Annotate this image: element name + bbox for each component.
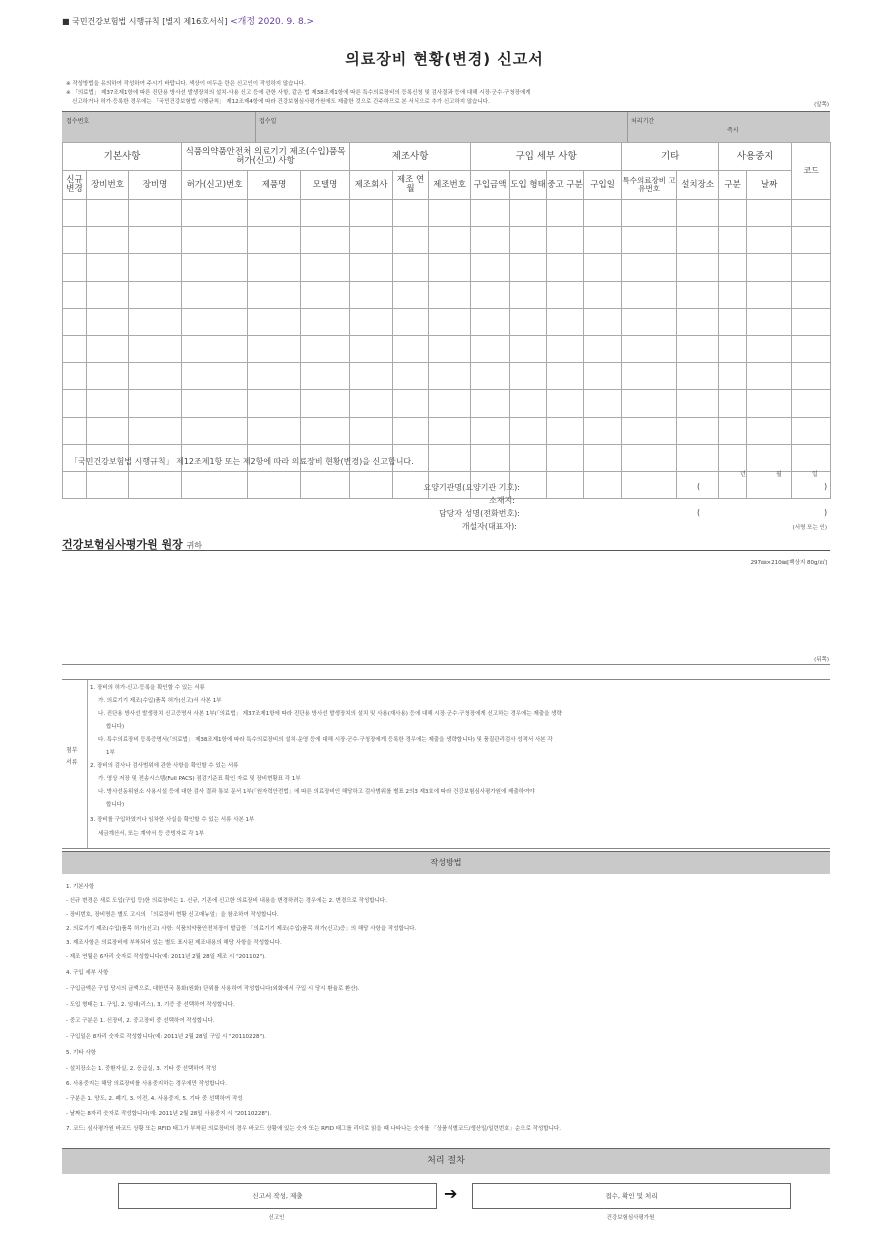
paper-spec: 297㎜×210㎜[백상지 80g/㎡] (750, 560, 827, 566)
entry-cell[interactable] (182, 308, 248, 335)
recipient-suffix: 귀하 (186, 541, 203, 550)
col-purchase-amount: 구입금액 (471, 171, 510, 200)
entry-cell[interactable] (677, 281, 719, 308)
entry-cell[interactable] (792, 417, 831, 444)
entry-cell[interactable] (719, 444, 747, 471)
entry-cell[interactable] (584, 363, 622, 390)
entry-cell[interactable] (584, 281, 622, 308)
entry-cell[interactable] (677, 363, 719, 390)
instruction-line: - 날짜는 8자리 숫자로 작성합니다(예: 2011년 2월 28일 사용중지 시 "20110228"). (66, 1111, 272, 1117)
entry-cell[interactable] (471, 335, 510, 362)
entry-cell[interactable] (393, 227, 429, 254)
entry-cell[interactable] (182, 281, 248, 308)
recipient-name: 건강보험심사평가원 원장 (62, 538, 183, 551)
entry-cell[interactable] (510, 335, 547, 362)
entry-cell[interactable] (63, 281, 87, 308)
entry-cell[interactable] (747, 308, 792, 335)
attachment-line: 합니다) (106, 802, 125, 808)
entry-cell[interactable] (747, 200, 792, 227)
entry-cell[interactable] (248, 363, 301, 390)
processing-period-value: 즉시 (727, 127, 739, 134)
entry-cell[interactable] (63, 471, 87, 498)
entry-cell[interactable] (622, 227, 677, 254)
entry-cell[interactable] (747, 363, 792, 390)
entry-cell[interactable] (747, 335, 792, 362)
entry-cell[interactable] (510, 227, 547, 254)
manager-paren-close: ) (824, 508, 828, 517)
group-discontinue: 사용중지 (719, 143, 792, 171)
entry-cell[interactable] (248, 200, 301, 227)
front-divider (62, 550, 830, 551)
entry-cell[interactable] (677, 227, 719, 254)
instruction-line: - 장비번호, 장비명은 별도 고시의 「의료장비 현황 신고매뉴얼」을 참조하여 작성합니다. (66, 912, 279, 918)
col-manufacture-year: 제조 연월 (393, 171, 429, 200)
entry-cell[interactable] (429, 281, 471, 308)
entry-cell[interactable] (547, 471, 584, 498)
entry-cell[interactable] (677, 417, 719, 444)
equipment-row (63, 254, 831, 281)
entry-cell[interactable] (622, 417, 677, 444)
equipment-row (63, 227, 831, 254)
entry-cell[interactable] (471, 390, 510, 417)
entry-cell[interactable] (87, 308, 129, 335)
entry-cell[interactable] (350, 417, 393, 444)
entry-cell[interactable] (719, 281, 747, 308)
entry-cell[interactable] (63, 227, 87, 254)
entry-cell[interactable] (471, 200, 510, 227)
entry-cell[interactable] (719, 254, 747, 281)
col-serial-no: 제조번호 (429, 171, 471, 200)
entry-cell[interactable] (547, 335, 584, 362)
entry-cell[interactable] (547, 254, 584, 281)
entry-cell[interactable] (719, 227, 747, 254)
equipment-row (63, 308, 831, 335)
entry-cell[interactable] (350, 200, 393, 227)
entry-cell[interactable] (248, 390, 301, 417)
front-side-label: (앞쪽) (814, 102, 829, 108)
entry-cell[interactable] (350, 281, 393, 308)
year-label: 년 (740, 471, 746, 478)
day-label: 일 (812, 471, 818, 478)
entry-cell[interactable] (393, 308, 429, 335)
entry-cell[interactable] (677, 390, 719, 417)
attachment-line: 나. 진단용 방사선 발생장치 신고증명서 사본 1부(「의료법」 제37조제1항에 따라 진단용 방사선 발생장치의 설치 및 사용(재사용) 등에 대해 시장·군수·구청장에게 신고하는 경우에는 제출을 생략 (98, 711, 562, 717)
entry-cell[interactable] (677, 308, 719, 335)
address-label: 소재지: (489, 496, 515, 505)
entry-cell[interactable] (182, 227, 248, 254)
instruction-line: - 제조 연월은 6자리 숫자로 작성합니다(예: 2011년 2월 28일 제조 시 "201102"). (66, 954, 267, 960)
entry-cell[interactable] (129, 200, 182, 227)
entry-cell[interactable] (350, 254, 393, 281)
entry-cell[interactable] (747, 227, 792, 254)
entry-cell[interactable] (182, 335, 248, 362)
entry-cell[interactable] (87, 200, 129, 227)
entry-cell[interactable] (63, 417, 87, 444)
entry-cell[interactable] (677, 444, 719, 471)
entry-cell[interactable] (719, 390, 747, 417)
entry-cell[interactable] (547, 417, 584, 444)
group-purchase: 구입 세부 사항 (471, 143, 622, 171)
note-3: 신고하거나 허가·등록한 경우에는 「국민건강보험법 시행규칙」 제12조제4항에 따라 건강보험심사평가원에도 제출한 것으로 간주하므로 본 서식으로 추가 신고하지 않습니다. (72, 99, 490, 105)
entry-cell[interactable] (547, 444, 584, 471)
entry-cell[interactable] (792, 390, 831, 417)
equipment-row (63, 200, 831, 227)
entry-cell[interactable] (429, 308, 471, 335)
entry-cell[interactable] (87, 363, 129, 390)
back-top-divider (62, 664, 830, 665)
entry-cell[interactable] (719, 417, 747, 444)
entry-cell[interactable] (584, 254, 622, 281)
entry-cell[interactable] (584, 200, 622, 227)
entry-cell[interactable] (301, 363, 350, 390)
entry-cell[interactable] (393, 200, 429, 227)
col-location: 설치장소 (677, 171, 719, 200)
entry-cell[interactable] (471, 308, 510, 335)
entry-cell[interactable] (584, 471, 622, 498)
col-discontinue-type: 구분 (719, 171, 747, 200)
col-used-type: 중고 구분 (547, 171, 584, 200)
entry-cell[interactable] (719, 308, 747, 335)
entry-cell[interactable] (429, 335, 471, 362)
col-model-name: 모델명 (301, 171, 350, 200)
instruction-line: 5. 기타 사항 (66, 1050, 96, 1056)
regulation-reference: ■ 국민건강보험법 시행규칙 [별지 제16호서식] (62, 17, 228, 26)
attachment-line: 1부 (106, 750, 115, 756)
entry-cell[interactable] (677, 335, 719, 362)
entry-cell[interactable] (747, 417, 792, 444)
equipment-row (63, 363, 831, 390)
entry-cell[interactable] (429, 417, 471, 444)
procedure-actor-hira: 건강보험심사평가원 (606, 1215, 655, 1221)
month-label: 월 (776, 471, 782, 478)
entry-cell[interactable] (129, 471, 182, 498)
attachment-line: 세금계산서, 또는 계약서 등 증빙자료 각 1부 (98, 831, 205, 837)
procedure-step-submit: 신고서 작성, 제출 (118, 1183, 437, 1209)
entry-cell[interactable] (248, 308, 301, 335)
entry-cell[interactable] (129, 417, 182, 444)
entry-cell[interactable] (747, 254, 792, 281)
entry-cell[interactable] (584, 308, 622, 335)
entry-cell[interactable] (792, 363, 831, 390)
entry-cell[interactable] (248, 417, 301, 444)
instruction-line: - 구입금액은 구입 당시의 금액으로, 대한민국 통화(원화) 단위를 사용하여 작성합니다(외화에서 구입 시 당시 환율로 환산). (66, 986, 360, 992)
entry-cell[interactable] (87, 471, 129, 498)
institution-paren-open: ( (697, 482, 701, 491)
instructions-title: 작성방법 (62, 851, 830, 874)
procedure-actor-applicant: 신고인 (268, 1215, 285, 1221)
entry-cell[interactable] (182, 417, 248, 444)
procedure-title: 처리 절차 (62, 1148, 830, 1174)
entry-cell[interactable] (547, 390, 584, 417)
group-other: 기타 (622, 143, 719, 171)
entry-cell[interactable] (182, 390, 248, 417)
entry-cell[interactable] (510, 417, 547, 444)
instruction-line: 3. 제조사항은 의료장비에 부착되어 있는 별도 표시된 제조내용의 해당 사항을 작성합니다. (66, 940, 282, 946)
entry-cell[interactable] (182, 363, 248, 390)
entry-cell[interactable] (248, 227, 301, 254)
col-equip-no: 장비번호 (87, 171, 129, 200)
instruction-line: 1. 기본사항 (66, 884, 95, 890)
seal-note: (서명 또는 인) (792, 525, 827, 531)
group-code: 코드 (792, 143, 831, 200)
entry-cell[interactable] (248, 254, 301, 281)
attachment-line: 합니다) (106, 724, 125, 730)
entry-cell[interactable] (429, 444, 471, 471)
manager-paren-open: ( (697, 508, 701, 517)
entry-cell[interactable] (63, 390, 87, 417)
attachments-label-2: 서류 (66, 759, 78, 766)
entry-cell[interactable] (429, 363, 471, 390)
instruction-line: 6. 사용중지는 해당 의료장비를 사용중지하는 경우에만 작성합니다. (66, 1081, 227, 1087)
entry-cell[interactable] (350, 363, 393, 390)
entry-cell[interactable] (792, 281, 831, 308)
col-intro-type: 도입 형태 (510, 171, 547, 200)
entry-cell[interactable] (510, 254, 547, 281)
entry-cell[interactable] (547, 227, 584, 254)
arrow-right-icon: ➔ (444, 1184, 458, 1203)
back-side-label: (뒤쪽) (814, 657, 829, 663)
entry-cell[interactable] (719, 335, 747, 362)
entry-cell[interactable] (301, 254, 350, 281)
entry-cell[interactable] (129, 281, 182, 308)
entry-cell[interactable] (182, 200, 248, 227)
entry-cell[interactable] (584, 417, 622, 444)
entry-cell[interactable] (622, 308, 677, 335)
entry-cell[interactable] (63, 363, 87, 390)
entry-cell[interactable] (429, 390, 471, 417)
attachment-line: 2. 장비의 검사나 검사범위에 관한 사항을 확인할 수 있는 서류 (90, 763, 239, 769)
instruction-line: - 도입 형태는 1. 구입, 2. 임대(리스), 3. 기증 중 선택하여 작성합니다. (66, 1002, 235, 1008)
entry-cell[interactable] (350, 335, 393, 362)
entry-cell[interactable] (63, 308, 87, 335)
entry-cell[interactable] (719, 200, 747, 227)
entry-cell[interactable] (393, 335, 429, 362)
entry-cell[interactable] (129, 308, 182, 335)
entry-cell[interactable] (471, 227, 510, 254)
entry-cell[interactable] (510, 444, 547, 471)
institution-paren-close: ) (824, 482, 828, 491)
equipment-row (63, 390, 831, 417)
entry-cell[interactable] (301, 390, 350, 417)
entry-cell[interactable] (584, 335, 622, 362)
entry-cell[interactable] (87, 227, 129, 254)
entry-cell[interactable] (301, 200, 350, 227)
entry-cell[interactable] (747, 281, 792, 308)
entry-cell[interactable] (301, 281, 350, 308)
receipt-number-label: 접수번호 (66, 118, 90, 125)
group-basic: 기본사항 (63, 143, 182, 171)
group-mfds: 식품의약품안전처 의료기기 제조(수입)품목 허가(신고) 사항 (182, 143, 350, 171)
instruction-line: - 구분은 1. 양도, 2. 폐기, 3. 이전, 4. 사용중지, 5. 기타 중 선택하여 작성 (66, 1096, 243, 1102)
equipment-table-body (63, 200, 831, 499)
col-special-id: 특수의료장비 고유번호 (622, 171, 677, 200)
entry-cell[interactable] (129, 254, 182, 281)
entry-cell[interactable] (747, 444, 792, 471)
receipt-bar (62, 111, 830, 143)
instruction-line: - 구입일은 8자리 숫자로 작성합니다(예: 2011년 2월 28일 구입 시 "20110228"). (66, 1034, 266, 1040)
entry-cell[interactable] (393, 254, 429, 281)
form-title: 의료장비 현황(변경) 신고서 (345, 50, 544, 68)
entry-cell[interactable] (429, 200, 471, 227)
entry-cell[interactable] (393, 390, 429, 417)
attachment-line: 가. 영상 저장 및 전송시스템(Full PACS) 점검기준표 확인 자료 및 장비현황표 각 1부 (98, 776, 301, 782)
declaration-text: 「국민건강보험법 시행규칙」 제12조제1항 또는 제2항에 따라 의료장비 현황(변경)을 신고합니다. (70, 457, 414, 466)
amendment-date: <개정 2020. 9. 8.> (230, 17, 315, 27)
entry-cell[interactable] (792, 335, 831, 362)
entry-cell[interactable] (393, 417, 429, 444)
entry-cell[interactable] (719, 363, 747, 390)
entry-cell[interactable] (182, 254, 248, 281)
entry-cell[interactable] (471, 444, 510, 471)
entry-cell[interactable] (622, 390, 677, 417)
entry-cell[interactable] (584, 444, 622, 471)
entry-cell[interactable] (584, 390, 622, 417)
entry-cell[interactable] (547, 200, 584, 227)
equipment-row (63, 417, 831, 444)
entry-cell[interactable] (471, 254, 510, 281)
entry-cell[interactable] (677, 200, 719, 227)
entry-cell[interactable] (87, 254, 129, 281)
entry-cell[interactable] (393, 363, 429, 390)
declaration-date (740, 469, 818, 478)
entry-cell[interactable] (87, 390, 129, 417)
entry-cell[interactable] (510, 308, 547, 335)
col-purchase-date: 구입일 (584, 171, 622, 200)
entry-cell[interactable] (792, 254, 831, 281)
entry-cell[interactable] (87, 335, 129, 362)
entry-cell[interactable] (350, 227, 393, 254)
col-equip-name: 장비명 (129, 171, 182, 200)
entry-cell[interactable] (429, 254, 471, 281)
equipment-row (63, 281, 831, 308)
entry-cell[interactable] (129, 227, 182, 254)
attachment-line: 다. 특수의료장비 등록증명서(「의료법」 제38조제1항에 따라 특수의료장비의 설치·운영 등에 대해 시장·군수·구청장에게 등록한 경우에는 제출을 생략합니다) 및 품질관리검사 성적서 사본 각 (98, 737, 553, 743)
entry-cell[interactable] (792, 227, 831, 254)
entry-cell[interactable] (471, 281, 510, 308)
form-reference (62, 14, 314, 27)
instruction-line: - 신규 변경은 새로 도입(구입 등)한 의료장비는 1. 신규, 기존에 신고한 의료장비 내용을 변경하려는 경우에는 2. 변경으로 작성합니다. (66, 898, 387, 904)
entry-cell[interactable] (622, 200, 677, 227)
procedure-step-process: 접수, 확인 및 처리 (472, 1183, 791, 1209)
entry-cell[interactable] (63, 200, 87, 227)
entry-cell[interactable] (622, 444, 677, 471)
entry-cell[interactable] (301, 417, 350, 444)
col-manufacturer: 제조회사 (350, 171, 393, 200)
instruction-line: 2. 의료기기 제조(수입)품목 허가(신고) 사항: 식품의약품안전처장이 발급한 「의료기기 제조(수입)품목 허가(신고)증」의 해당 사항을 작성합니다. (66, 926, 417, 932)
entry-cell[interactable] (87, 417, 129, 444)
instruction-line: - 설치장소는 1. 중환자실, 2. 응급실, 3. 기타 중 선택하여 작성 (66, 1066, 217, 1072)
entry-cell[interactable] (747, 390, 792, 417)
entry-cell[interactable] (471, 363, 510, 390)
entry-cell[interactable] (63, 254, 87, 281)
entry-cell[interactable] (547, 363, 584, 390)
entry-cell[interactable] (510, 281, 547, 308)
entry-cell[interactable] (350, 308, 393, 335)
entry-cell[interactable] (510, 390, 547, 417)
entry-cell[interactable] (622, 471, 677, 498)
entry-cell[interactable] (792, 444, 831, 471)
entry-cell[interactable] (792, 200, 831, 227)
entry-cell[interactable] (584, 227, 622, 254)
entry-cell[interactable] (510, 363, 547, 390)
instruction-line: 4. 구입 세부 사항 (66, 970, 109, 976)
entry-cell[interactable] (547, 308, 584, 335)
entry-cell[interactable] (301, 335, 350, 362)
entry-cell[interactable] (129, 363, 182, 390)
attachment-line: 가. 의료기기 제조(수입)품목 허가(신고)서 사본 1부 (98, 698, 222, 704)
equipment-table (62, 142, 831, 499)
col-discontinue-date: 날짜 (747, 171, 792, 200)
entry-cell[interactable] (350, 390, 393, 417)
entry-cell[interactable] (792, 308, 831, 335)
instruction-line: - 중고 구분은 1. 신장비, 2. 중고장비 중 선택하여 작성합니다. (66, 1018, 215, 1024)
entry-cell[interactable] (677, 254, 719, 281)
entry-cell[interactable] (622, 363, 677, 390)
attachment-line: 3. 장비를 구입하였거나 임차한 사실을 확인할 수 있는 서류 사본 1부 (90, 817, 255, 823)
col-new-change: 신규 변경 (63, 171, 87, 200)
note-1: ※ 작성방법을 유의하여 작성하여 주시기 바랍니다. 색상이 어두운 란은 신고인이 작성하지 않습니다. (66, 81, 306, 87)
institution-label: 요양기관명(요양기관 기호): (423, 483, 520, 492)
manager-label: 담당자 성명(전화번호): (438, 509, 520, 518)
entry-cell[interactable] (393, 281, 429, 308)
processing-period-label: 처리기간 (631, 118, 655, 125)
entry-cell[interactable] (248, 335, 301, 362)
entry-cell[interactable] (622, 335, 677, 362)
entry-cell[interactable] (429, 227, 471, 254)
entry-cell[interactable] (63, 335, 87, 362)
entry-cell[interactable] (622, 254, 677, 281)
attachment-line: 나. 방사선동위원소 사용시설 등에 대한 검사 결과 통보 문서 1부(「원자력안전법」에 따른 의료장비인 해당하고 검사범위를 별표 2의3 제3호에 따라 건강보험심사평가원에 제출하여야 (98, 789, 535, 795)
equipment-row (63, 335, 831, 362)
entry-cell[interactable] (248, 281, 301, 308)
entry-cell[interactable] (129, 390, 182, 417)
col-product-name: 제품명 (248, 171, 301, 200)
attachments-label (62, 680, 88, 848)
entry-cell[interactable] (471, 417, 510, 444)
entry-cell[interactable] (301, 308, 350, 335)
entry-cell[interactable] (510, 200, 547, 227)
attachment-line: 1. 장비의 허가·신고·등록을 확인할 수 있는 서류 (90, 685, 205, 691)
entry-cell[interactable] (129, 335, 182, 362)
entry-cell[interactable] (182, 471, 248, 498)
receipt-date-label: 접수일 (259, 118, 277, 125)
entry-cell[interactable] (622, 281, 677, 308)
instruction-line: 7. 코드: 심사평가원 바코드 상황 또는 RFID 태그가 부착된 의료장비의 경우 바코드 상황에 있는 숫자 또는 RFID 태그를 리더로 읽을 때 나타나는 숫자를 「상품식별코드/생산일/일련번호」순으로 작성합니다. (66, 1126, 561, 1132)
entry-cell[interactable] (301, 227, 350, 254)
note-2: ※ 「의료법」 제37조제1항에 따른 진단용 방사선 발생장치의 설치·사용 신고 등에 관한 사항, 같은 법 제38조제1항에 따른 특수의료장비의 등록신청 및 검사결과 등에 대해 시장·군수·구청장에게 (66, 90, 531, 96)
entry-cell[interactable] (547, 281, 584, 308)
attachments-label-1: 첨부 (66, 747, 78, 754)
founder-label: 개설자(대표자): (461, 522, 517, 531)
col-permit-no: 허가(신고)번호 (182, 171, 248, 200)
entry-cell[interactable] (87, 281, 129, 308)
group-manufacture: 제조사항 (350, 143, 471, 171)
